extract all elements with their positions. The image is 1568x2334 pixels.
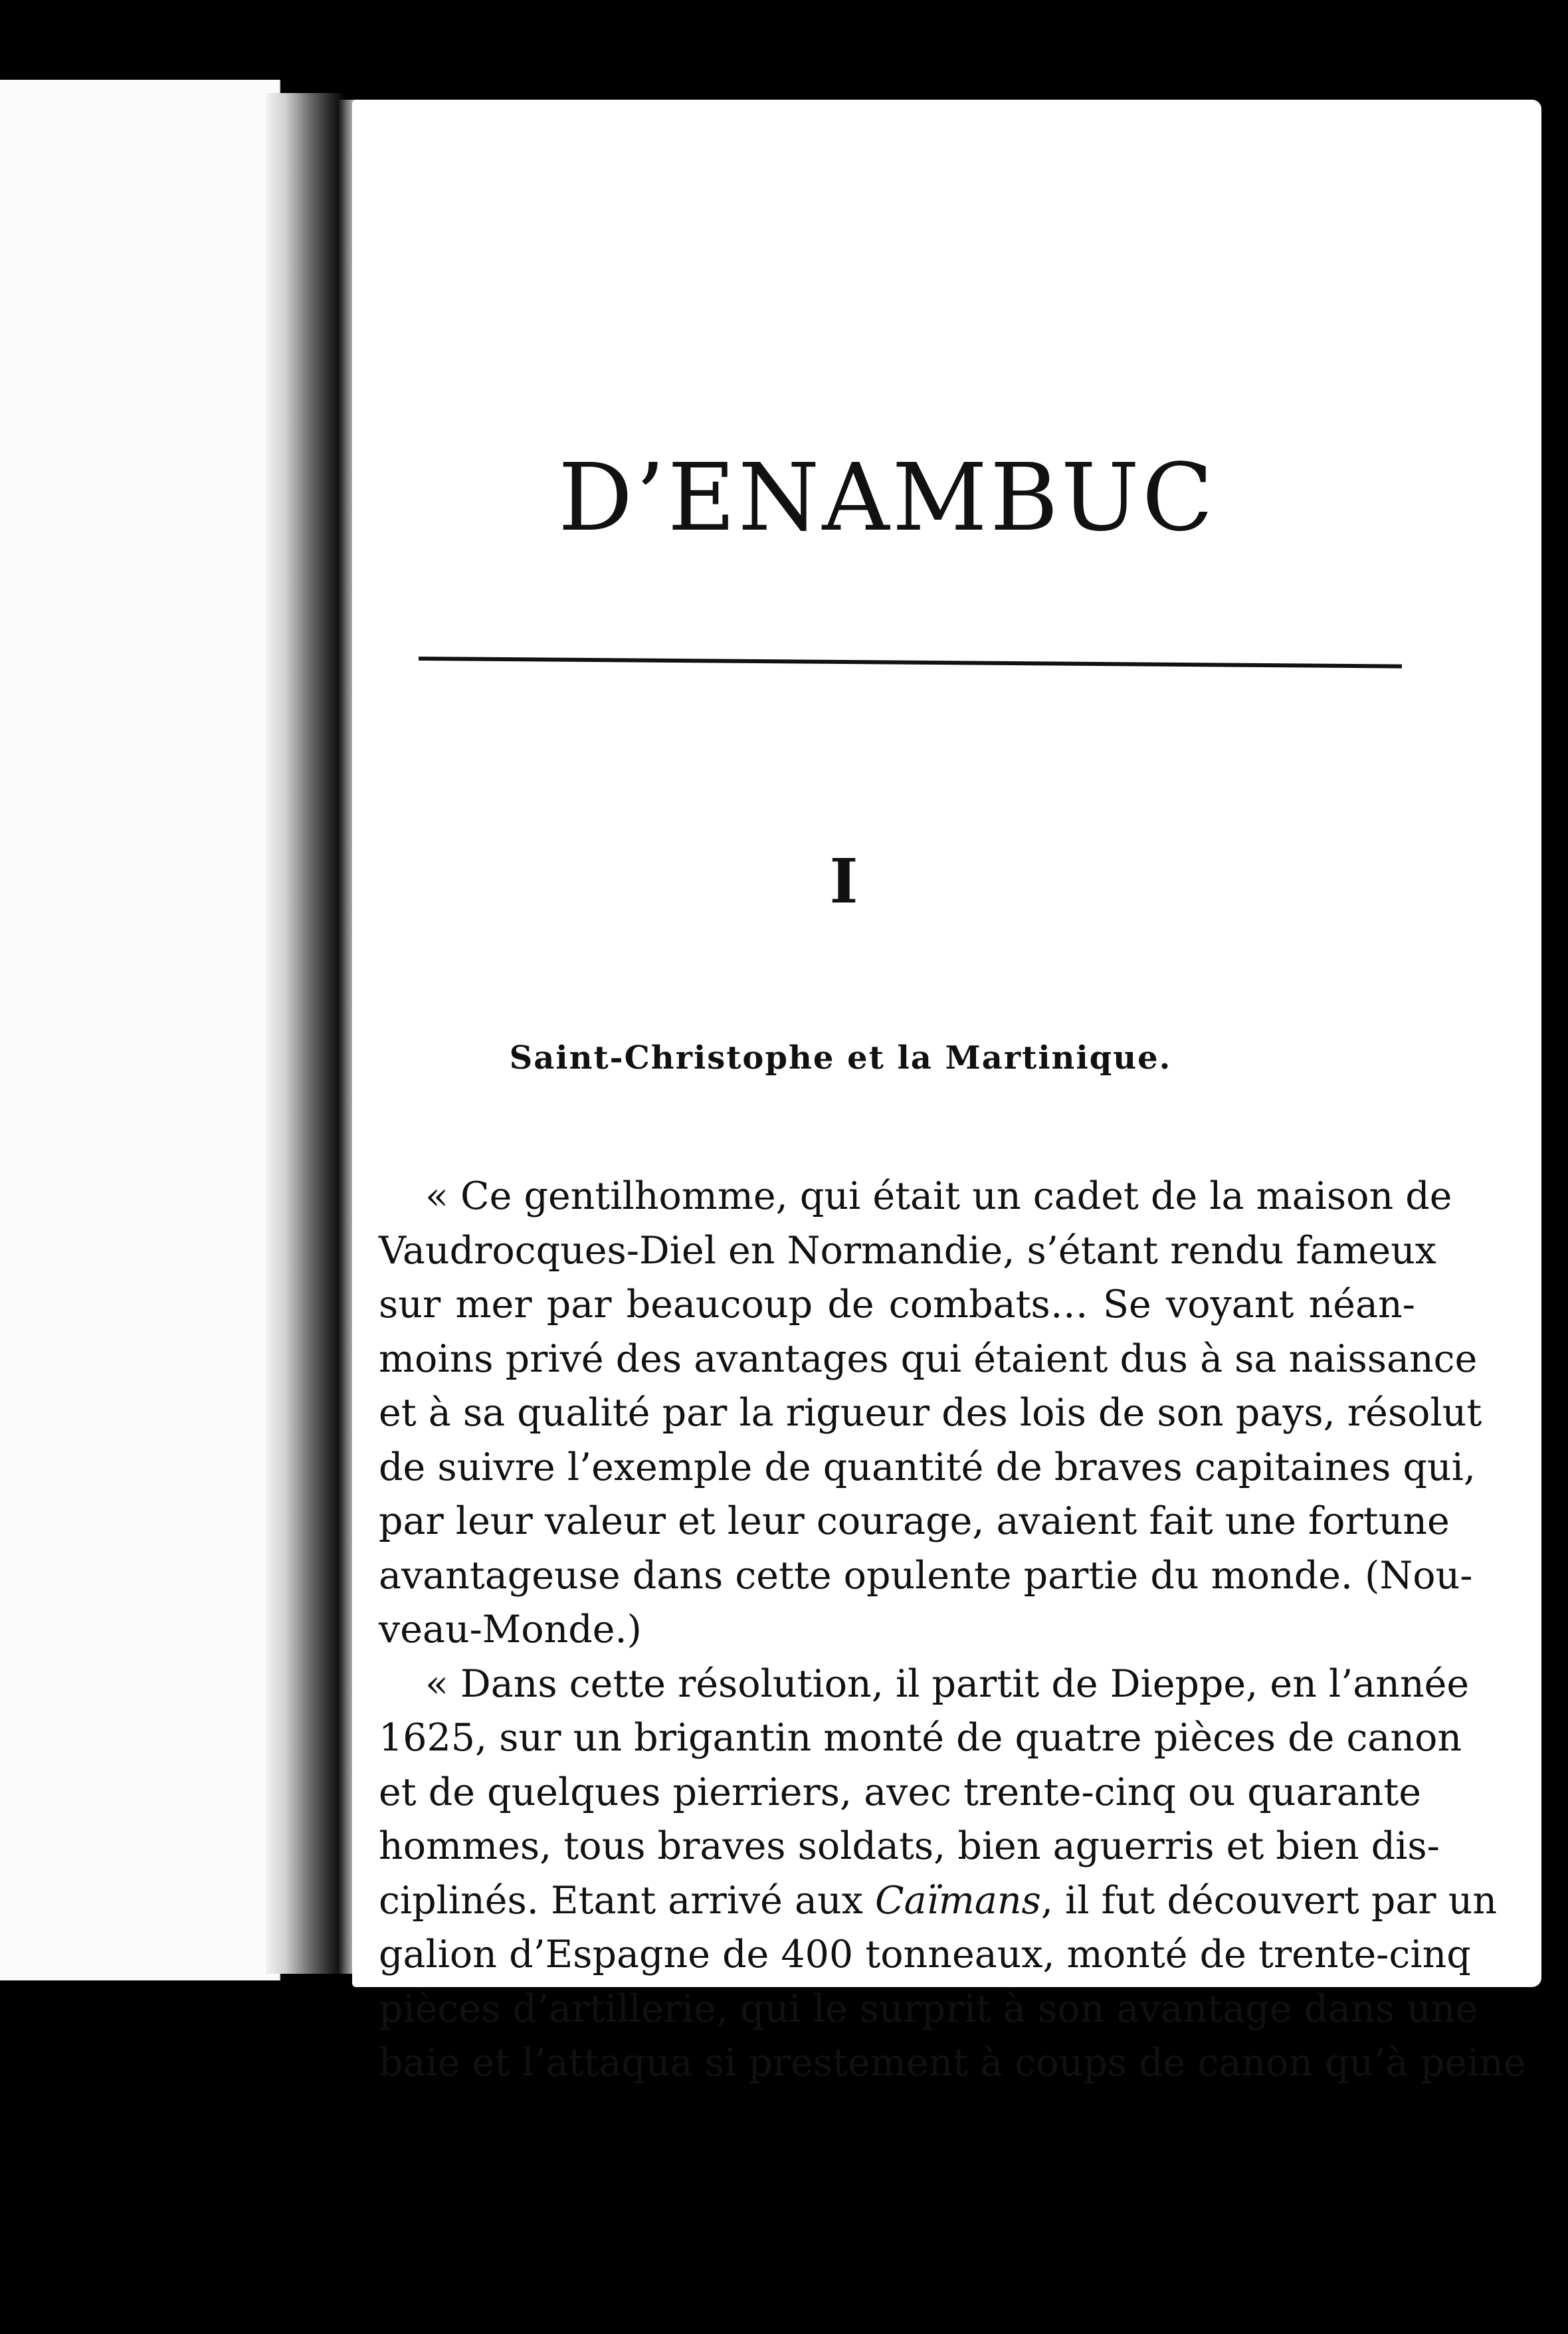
binding-shadow: [266, 93, 345, 1974]
text-line: galion d’Espagne de 400 tonneaux, monté de trente-cinq: [379, 1933, 1471, 1976]
text-line: par leur valeur et leur courage, avaient fait une fortune: [379, 1499, 1450, 1543]
chapter-number: I: [829, 845, 858, 917]
right-page: [352, 100, 1541, 2085]
text-line: et à sa qualité par la rigueur des lois de son pays, résolut: [379, 1391, 1482, 1435]
text-line: baie et l’attaqua si prestement à coups de canon qu’à peine: [379, 2041, 1526, 2085]
page-title: D’ENAMBUC: [558, 444, 1216, 552]
section-title: Saint-Christophe et la Martinique.: [509, 1039, 1172, 1077]
body-text: [379, 1170, 1526, 2091]
text-segment: , il fut découvert par un: [1040, 1878, 1498, 1923]
text-line: avantageuse dans cette opulente partie du monde. (Nou-: [379, 1553, 1473, 1598]
italic-place-name: Caïmans: [874, 1878, 1041, 1923]
text-line: sur mer par beaucoup de combats… Se voyant néan-: [379, 1283, 1415, 1326]
text-line: 1625, sur un brigantin monté de quatre pièces de canon: [379, 1716, 1462, 1760]
text-line: et de quelques pierriers, avec trente-cinq ou quarante: [379, 1770, 1422, 1814]
text-line: « Ce gentilhomme, qui était un cadet de la maison de: [425, 1174, 1452, 1218]
text-line: hommes, tous braves soldats, bien aguerris et bien dis-: [379, 1824, 1440, 1868]
left-page-edge: [0, 80, 280, 1980]
text-line: veau-Monde.): [379, 1608, 642, 1651]
text-segment: ciplinés. Etant arrivé aux: [379, 1878, 875, 1923]
text-line: de suivre l’exemple de quantité de braves capitaines qui,: [379, 1445, 1476, 1489]
title-rule: [419, 657, 1402, 669]
text-line: [379, 1874, 1498, 1929]
text-line: Vaudrocques-Diel en Normandie, s’étant rendu fameux: [379, 1228, 1436, 1273]
text-line: pièces d’artillerie, qui le surprit à son avantage dans une: [379, 1986, 1478, 2031]
text-line: moins privé des avantages qui étaient dus à sa naissance: [379, 1336, 1478, 1381]
text-line: « Dans cette résolution, il partit de Dieppe, en l’année: [425, 1661, 1470, 1706]
